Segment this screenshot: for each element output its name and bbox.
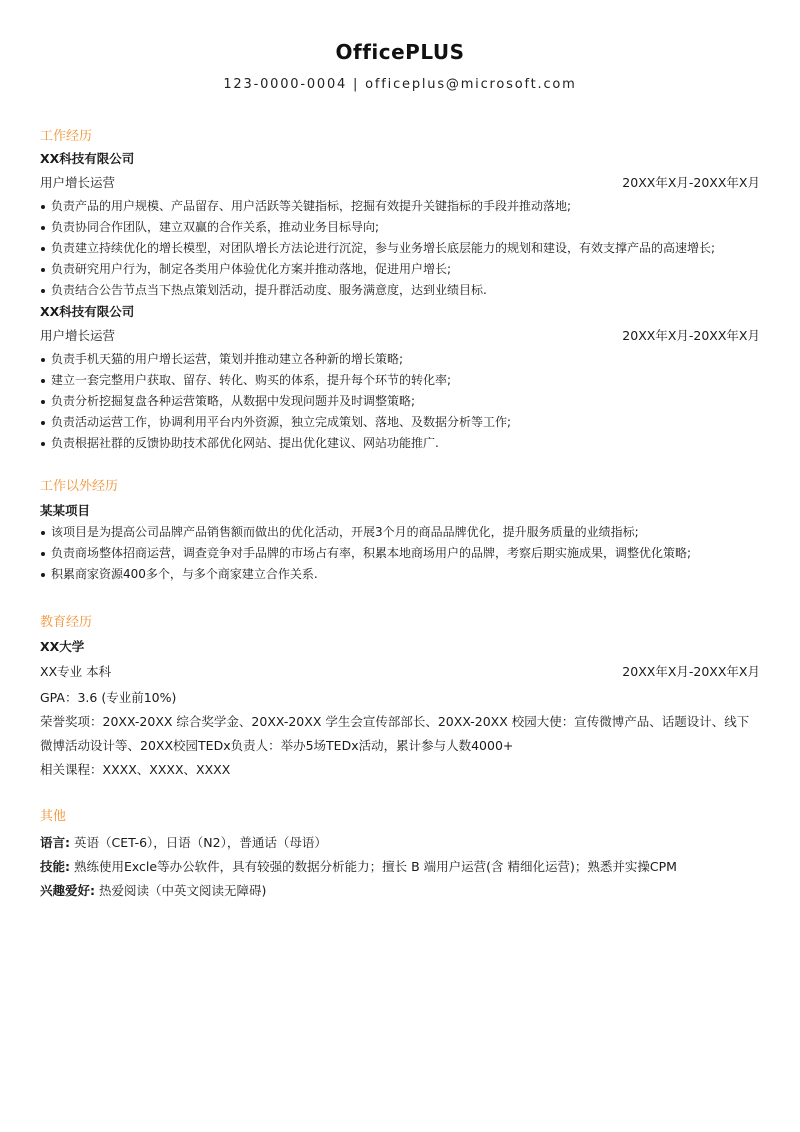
list-item: 积累商家资源400多个，与多个商家建立合作关系. — [40, 564, 760, 585]
gpa-text: GPA：3.6 (专业前10%) — [40, 690, 177, 705]
list-item: 负责协同合作团队，建立双赢的合作关系，推动业务目标导向; — [40, 217, 760, 238]
project-bullet-list — [40, 522, 760, 585]
company-name: XX科技有限公司 — [40, 151, 135, 166]
job-date: 20XX年X月-20XX年X月 — [622, 175, 760, 190]
honors-text: 荣誉奖项：20XX-20XX 综合奖学金、20XX-20XX 学生会宣传部部长、20XX-20XX 校园大使：宣传微博产品、话题设计、线下微博活动设计等、20XX校园TEDx负责人：举办5场TEDx活动，累计参与人数4000+ — [40, 714, 750, 753]
hobby-label: 兴趣爱好: — [40, 883, 95, 898]
education-date: 20XX年X月-20XX年X月 — [622, 664, 760, 679]
list-item: 建立一套完整用户获取、留存、转化、购买的体系，提升每个环节的转化率; — [40, 370, 760, 391]
list-item: 负责研究用户行为，制定各类用户体验优化方案并推动落地，促进用户增长; — [40, 259, 760, 280]
hobby-value: 热爱阅读（中英文阅读无障碍) — [98, 883, 267, 898]
resume-name: OfficePLUS — [335, 40, 465, 64]
company-name: XX科技有限公司 — [40, 304, 135, 319]
courses-text: 相关课程：XXXX、XXXX、XXXX — [40, 762, 231, 777]
skills-label: 技能: — [40, 859, 70, 874]
other-section — [40, 807, 760, 903]
list-item: 负责分析挖掘复盘各种运营策略，从数据中发现问题并及时调整策略; — [40, 391, 760, 412]
job-entry — [40, 148, 760, 301]
list-item: 负责结合公告节点当下热点策划活动，提升群活动度、服务满意度，达到业绩目标. — [40, 280, 760, 301]
skills-value: 熟练使用Excle等办公软件，具有较强的数据分析能力；擅长 B 端用户运营(含 精细化运营)；熟悉并实操CPM — [73, 859, 677, 874]
school-name: XX大学 — [40, 639, 85, 654]
hobby-row — [40, 879, 760, 903]
job-role: 用户增长运营 — [40, 328, 116, 343]
list-item: 负责建立持续优化的增长模型，对团队增长方法论进行沉淀，参与业务增长底层能力的规划和建设，有效支撑产品的高速增长; — [40, 238, 760, 259]
project-name: 某某项目 — [40, 503, 91, 518]
job-entry — [40, 301, 760, 454]
list-item: 负责产品的用户规模、产品留存、用户活跃等关键指标，挖掘有效提升关键指标的手段并推动落地; — [40, 196, 760, 217]
job-date: 20XX年X月-20XX年X月 — [622, 328, 760, 343]
job-role: 用户增长运营 — [40, 175, 116, 190]
list-item: 负责根据社群的反馈协助技术部优化网站、提出优化建议、网站功能推广. — [40, 433, 760, 454]
contact-line: 123-0000-0004 | officeplus@microsoft.com — [223, 77, 577, 92]
education-major: XX专业 本科 — [40, 664, 112, 679]
list-item: 负责活动运营工作，协调利用平台内外资源，独立完成策划、落地、及数据分析等工作; — [40, 412, 760, 433]
job-role-row — [40, 170, 760, 196]
list-item: 该项目是为提高公司品牌产品销售额而做出的优化活动，开展3个月的商品品牌优化，提升服务质量的业绩指标; — [40, 522, 760, 543]
education-major-row — [40, 658, 760, 686]
work-experience-section — [40, 127, 760, 454]
language-row — [40, 831, 760, 855]
extra-experience-section — [40, 477, 760, 585]
section-title-work: 工作经历 — [40, 129, 93, 144]
skills-row — [40, 855, 760, 879]
education-section — [40, 613, 760, 782]
language-value: 英语（CET-6），日语（N2），普通话（母语） — [73, 835, 327, 850]
section-title-extra: 工作以外经历 — [40, 479, 119, 494]
job-bullet-list — [40, 196, 760, 301]
language-label: 语言: — [40, 835, 70, 850]
section-title-education: 教育经历 — [40, 615, 93, 630]
section-title-other: 其他 — [40, 809, 67, 824]
list-item: 负责手机天猫的用户增长运营，策划并推动建立各种新的增长策略; — [40, 349, 760, 370]
list-item: 负责商场整体招商运营，调查竞争对手品牌的市场占有率，积累本地商场用户的品牌，考察后期实施成果，调整优化策略; — [40, 543, 760, 564]
job-bullet-list — [40, 349, 760, 454]
job-role-row — [40, 323, 760, 349]
